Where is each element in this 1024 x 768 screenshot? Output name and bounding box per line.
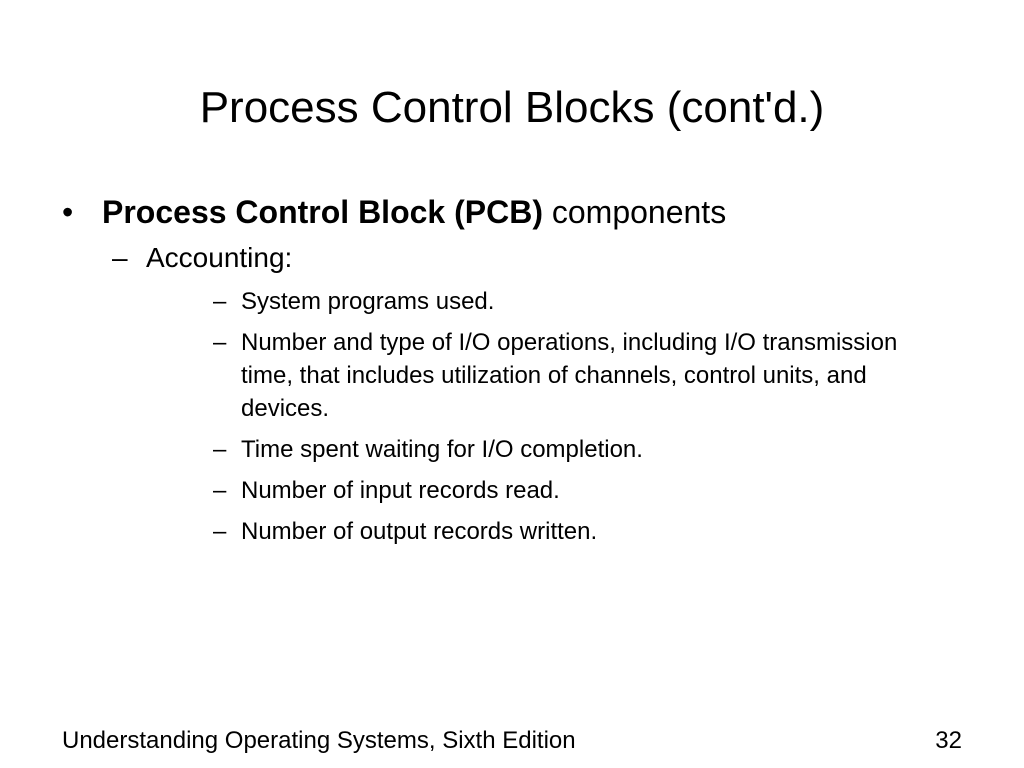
sub-bullet-label: Accounting: — [146, 242, 293, 273]
list-item-marker: – — [213, 436, 227, 463]
list-item — [213, 433, 933, 466]
list-item-marker: – — [213, 477, 227, 504]
list-item-marker: – — [213, 288, 227, 315]
sub-bullet-marker: – — [112, 242, 128, 273]
list-item — [213, 285, 933, 318]
list-item-text: Number and type of I/O operations, including I/O transmission time, that includes utilization of channels, control units, and devices. — [241, 329, 898, 422]
list-item-marker: – — [213, 518, 227, 545]
list-item-text: Number of input records read. — [241, 477, 560, 504]
main-bullet-bold: Process Control Block (PCB) — [102, 194, 543, 230]
footer-book-title: Understanding Operating Systems, Sixth Edition — [62, 727, 576, 754]
footer-page-number: 32 — [935, 727, 962, 754]
bullet-marker: • — [62, 194, 74, 230]
list-item-text: Number of output records written. — [241, 518, 598, 545]
list-item-text: System programs used. — [241, 288, 495, 315]
list-item — [213, 515, 933, 548]
list-item-marker: – — [213, 329, 227, 356]
list-item-text: Time spent waiting for I/O completion. — [241, 436, 643, 463]
main-bullet-rest: components — [542, 194, 727, 230]
slide-title: Process Control Blocks (cont'd.) — [199, 83, 825, 132]
accounting-list — [213, 285, 933, 556]
main-bullet-text — [102, 192, 726, 232]
list-item — [213, 326, 933, 425]
list-item — [213, 474, 933, 507]
